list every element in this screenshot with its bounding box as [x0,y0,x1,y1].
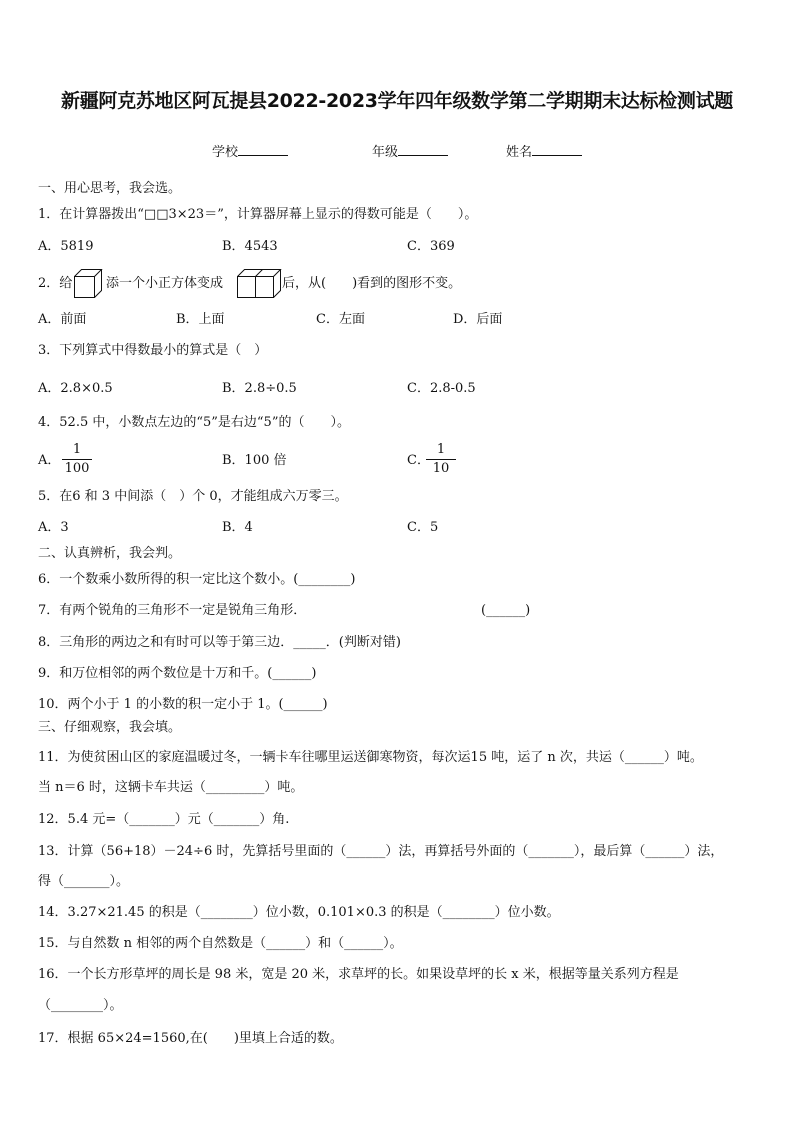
name-label: 姓名 [506,145,533,160]
fraction-denominator: 10 [432,461,450,476]
q5-option-b: B．4 [222,520,253,535]
question-7-answer-blank: (______) [481,603,531,618]
question-5: 5．在6 和 3 中间添（ ）个 0，才能组成六万零三。 [38,489,348,504]
grade-blank [398,143,448,156]
question-13-line-1: 13．计算（56+18）－24÷6 时，先算括号里面的（______）法，再算括号外面的（_______），最后算（______）法， [38,844,724,859]
fraction-denominator: 100 [64,461,90,476]
q2-option-c: C．左面 [316,312,365,327]
q4-option-b: B．100 倍 [222,453,287,468]
question-16-line-2: （________）。 [38,998,123,1013]
q3-option-a: A．2.8×0.5 [38,381,113,396]
page-title: 新疆阿克苏地区阿瓦提县2022-2023学年四年级数学第二学期期末达标检测试题 [61,90,733,112]
grade-field [372,141,448,160]
school-blank [238,143,288,156]
question-13-line-2: 得（_______）。 [38,874,130,889]
q4-option-c-label: C． [407,453,430,468]
question-17: 17．根据 65×24=1560,在( )里填上合适的数。 [38,1031,343,1046]
fraction-numerator: 1 [72,442,82,457]
school-label: 学校 [212,145,239,160]
question-7: 7．有两个锐角的三角形不一定是锐角三角形． [38,603,307,618]
q4-option-a-label: A． [38,453,61,468]
q2-option-d: D．后面 [453,312,503,327]
school-field [212,141,288,160]
fraction-numerator: 1 [436,442,446,457]
question-11-line-1: 11．为使贫困山区的家庭温暖过冬，一辆卡车往哪里运送御寒物资，每次运15 吨，运了 n 次，共运（______）吨。 [38,750,703,765]
question-2-suffix: 后，从( )看到的图形不变。 [282,276,462,291]
section-heading: 二、认真辨析，我会判。 [38,546,182,561]
two-cube-figure [236,268,282,300]
fraction-bar [62,459,92,460]
question-3: 3．下列算式中得数最小的算式是（ ） [38,343,268,358]
question-11-line-2: 当 n＝6 时，这辆卡车共运（_________）吨。 [38,780,304,795]
q1-option-a: A．5819 [38,239,94,254]
section-heading: 三、仔细观察，我会填。 [38,720,182,735]
name-blank [532,143,582,156]
question-9: 9．和万位相邻的两个数位是十万和千。(______) [38,666,317,681]
q5-option-a: A．3 [38,520,69,535]
question-12: 12．5.4 元=（_______）元（_______）角. [38,812,290,827]
q2-option-a: A．前面 [38,312,87,327]
question-10: 10．两个小于 1 的小数的积一定小于 1。(______) [38,697,328,712]
q1-option-b: B．4543 [222,239,278,254]
single-cube-figure [73,268,103,300]
q4-option-c-fraction [426,442,456,477]
question-2-prefix: 2．给 [38,276,73,291]
q3-option-c: C．2.8-0.5 [407,381,476,396]
q2-option-b: B．上面 [176,312,225,327]
q4-option-a-fraction [62,442,92,477]
question-8: 8．三角形的两边之和有时可以等于第三边．_____．(判断对错) [38,635,401,650]
question-2-middle: 添一个小正方体变成 [106,276,224,291]
question-16-line-1: 16．一个长方形草坪的周长是 98 米，宽是 20 米，求草坪的长。如果设草坪的长 x 米，根据等量关系列方程是 [38,967,679,982]
q1-option-c: C．369 [407,239,455,254]
question-1: 1．在计算器拨出“□□3×23＝”，计算器屏幕上显示的得数可能是（ ）。 [38,207,478,222]
question-14: 14．3.27×21.45 的积是（________）位小数，0.101×0.3 的积是（________）位小数。 [38,905,560,920]
name-field [506,141,582,160]
q5-option-c: C．5 [407,520,439,535]
grade-label: 年级 [372,145,399,160]
question-15: 15．与自然数 n 相邻的两个自然数是（______）和（______）。 [38,936,403,951]
fraction-bar [426,459,456,460]
q3-option-b: B．2.8÷0.5 [222,381,297,396]
section-heading: 一、用心思考，我会选。 [38,181,182,196]
question-6: 6．一个数乘小数所得的积一定比这个数小。(________) [38,572,356,587]
question-4: 4．52.5 中，小数点左边的“5”是右边“5”的（ ）。 [38,415,350,430]
